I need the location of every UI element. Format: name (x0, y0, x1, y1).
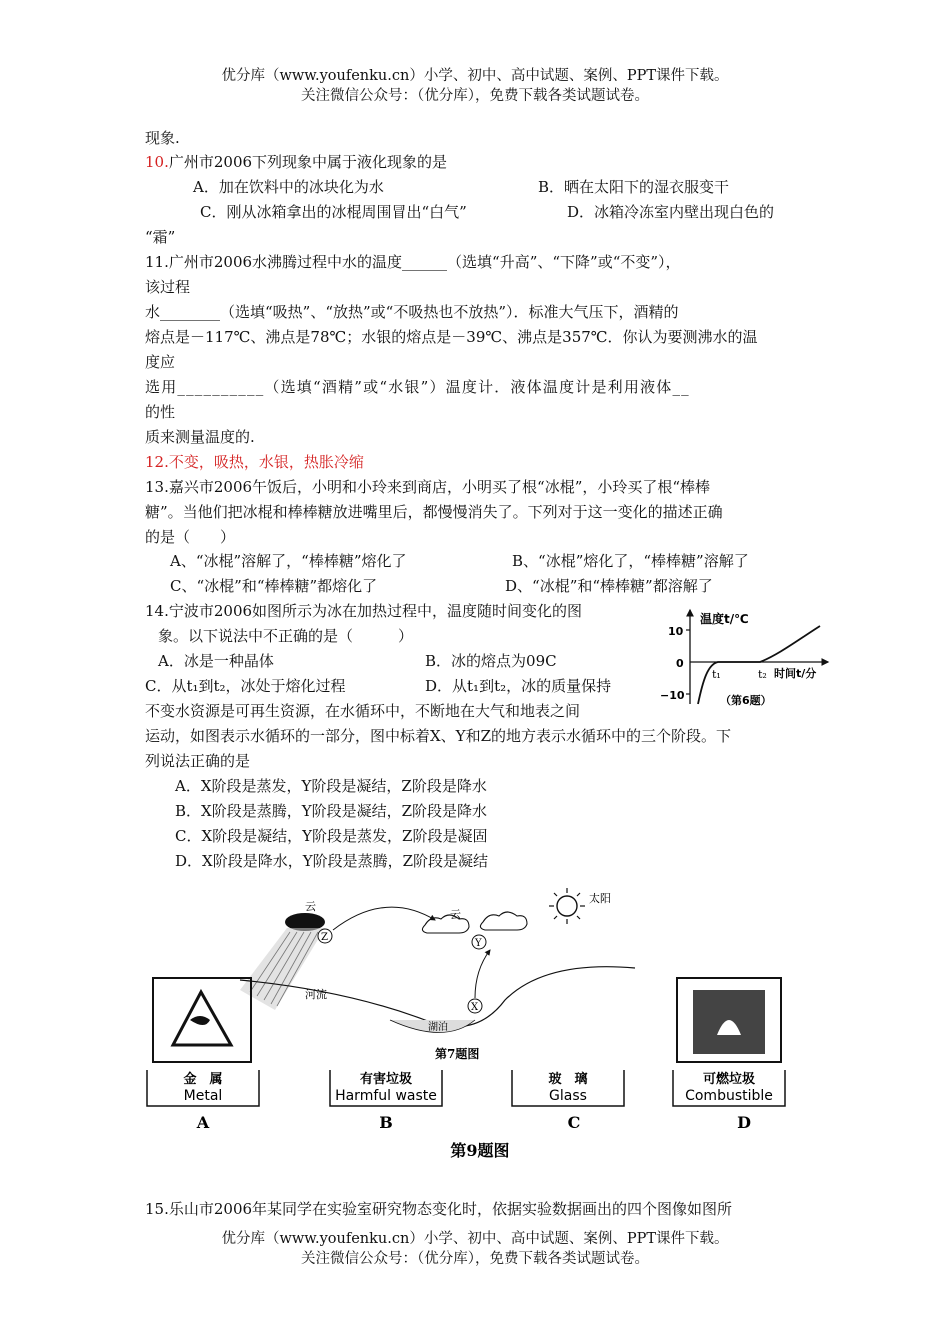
footer-line-1: 优分库（www.youfenku.cn）小学、初中、高中试题、案例、PPT课件下载。 (221, 1231, 729, 1247)
bin-label-cn: 可燃垃圾 (702, 1072, 756, 1087)
footer-line-2: 关注微信公众号：（优分库），免费下载各类试题试卷。 (301, 1251, 649, 1267)
bin-letter: A (196, 1113, 210, 1132)
text-line: 不变水资源是可再生资源，在水循环中，不断地在大气和地表之间 (145, 702, 581, 720)
question-number: 10. (145, 153, 169, 171)
river-label: 河流 (305, 988, 327, 1001)
text-line: 糖”。当他们把冰棍和棒棒糖放进嘴里后，都慢慢消失了。下列对于这一变化的描述正确 (145, 503, 723, 521)
lake-label: 湖泊 (428, 1022, 448, 1033)
bin-letter: B (379, 1113, 393, 1132)
bin-label-cn: 玻 璃 (548, 1072, 588, 1087)
temperature-time-graph (648, 600, 844, 718)
option-c: C．刚从冰箱拿出的冰棍周围冒出“白气” (200, 203, 467, 221)
bin-label-cn: 有害垃圾 (359, 1072, 413, 1087)
bin-metal (147, 978, 259, 1132)
tick-label: 0 (676, 657, 684, 670)
t2-label: t₂ (758, 668, 767, 681)
bin-letter: D (737, 1113, 751, 1132)
y-label: Y (475, 938, 482, 949)
curve (698, 626, 820, 704)
text-line: 度应 (145, 353, 176, 371)
option-b: B．晒在太阳下的湿衣服变干 (538, 178, 730, 196)
option-a: A．冰是一种晶体 (158, 652, 274, 670)
figure9-caption: 第9题图 (450, 1141, 510, 1160)
text-line: 熔点是－117℃、沸点是78℃；水银的熔点是－39℃、沸点是357℃．你认为要测沸水的温 (145, 328, 758, 346)
text-line: 象。以下说法中不正确的是（ ） (158, 627, 414, 645)
option-b: B．冰的熔点为09C (425, 652, 557, 670)
option-a: A．X阶段是蒸发，Y阶段是凝结，Z阶段是降水 (175, 777, 487, 795)
text-line: 选用__________（选填“酒精”或“水银”）温度计．液体温度计是利用液体__ (145, 378, 690, 396)
bin-label-en: Glass (549, 1088, 587, 1104)
option-d: D．从t₁到t₂，冰的质量保持 (425, 677, 612, 695)
text-line: 现象. (145, 129, 180, 147)
figure7-caption: 第7题图 (435, 1047, 480, 1061)
rain-cloud-label: 云 (305, 900, 316, 913)
sun-label: 太阳 (589, 892, 611, 905)
question-11: 11.广州市2006水沸腾过程中水的温度______（选填“升高”、“下降”或“不变”）， (145, 253, 681, 271)
option-c: C、“冰棍”和“棒棒糖”都熔化了 (170, 577, 378, 595)
t1-label: t₁ (712, 668, 721, 681)
question-10 (145, 151, 447, 173)
bin-label-en: Harmful waste (335, 1088, 437, 1104)
question-13: 13.嘉兴市2006午饭后，小明和小玲来到商店，小明买了根“冰棍”，小玲买了根“棒棒 (145, 478, 711, 496)
tick-label: 10 (668, 625, 684, 638)
option-d: D．冰箱冷冻室内壁出现白色的 (567, 203, 775, 221)
bin-label-en: Metal (183, 1088, 223, 1104)
cloud-label: 云 (450, 908, 461, 921)
y-axis-label: 温度t/℃ (700, 612, 749, 626)
option-d: D．X阶段是降水，Y阶段是蒸腾，Z阶段是凝结 (175, 852, 489, 870)
question-14: 14.宁波市2006如图所示为冰在加热过程中，温度随时间变化的图 (145, 602, 583, 620)
bin-harmful (330, 1070, 442, 1132)
sun-icon (549, 888, 585, 924)
text-line: 列说法正确的是 (145, 752, 251, 770)
bin-glass (512, 1070, 624, 1132)
option-b: B．X阶段是蒸腾，Y阶段是凝结，Z阶段是降水 (175, 802, 488, 820)
option-a: A、“冰棍”溶解了，“棒棒糖”熔化了 (170, 552, 407, 570)
tick-label: −10 (660, 689, 685, 702)
cloud-icon (480, 912, 527, 930)
option-c: C．X阶段是凝结，Y阶段是蒸发，Z阶段是凝固 (175, 827, 488, 845)
z-label: Z (321, 932, 328, 943)
text-line: 水________（选填“吸热”、“放热”或“不吸热也不放热”）．标准大气压下，酒精的 (145, 303, 679, 321)
bin-letter: C (567, 1113, 581, 1132)
x-label: X (471, 1002, 479, 1013)
text-line: 的是（ ） (145, 528, 236, 546)
text-line: 运动，如图表示水循环的一部分，图中标着X、Y和Z的地方表示水循环中的三个阶段。下 (145, 727, 732, 745)
bin-combustible (673, 978, 785, 1132)
text-line: 质来测量温度的. (145, 428, 255, 446)
graph-caption: （第6题） (720, 694, 772, 707)
cloud-icon (422, 915, 469, 933)
text-line: 的性 (145, 403, 176, 421)
water-cycle-and-bins-figure (145, 880, 815, 1170)
answer-12: 12.不变，吸热，水银，热胀冷缩 (145, 453, 364, 471)
header-line-2: 关注微信公众号：（优分库），免费下载各类试题试卷。 (301, 88, 649, 104)
text-line: “霜” (145, 228, 176, 246)
option-c: C．从t₁到t₂，冰处于熔化过程 (145, 677, 346, 695)
option-d: D、“冰棍”和“棒棒糖”都溶解了 (505, 577, 713, 595)
option-b: B、“冰棍”熔化了，“棒棒糖”溶解了 (512, 552, 749, 570)
text-line: 该过程 (145, 278, 191, 296)
header-line-1: 优分库（www.youfenku.cn）小学、初中、高中试题、案例、PPT课件下载。 (221, 68, 729, 84)
x-axis-label: 时间t/分 (774, 667, 817, 680)
question-text: 广州市2006下列现象中属于液化现象的是 (168, 153, 448, 171)
bin-label-cn: 金 属 (183, 1072, 223, 1087)
question-15: 15.乐山市2006年某同学在实验室研究物态变化时，依据实验数据画出的四个图像如图所 (145, 1200, 733, 1218)
bin-label-en: Combustible (685, 1088, 773, 1104)
terrain (240, 967, 635, 1027)
option-a: A．加在饮料中的冰块化为水 (193, 178, 384, 196)
